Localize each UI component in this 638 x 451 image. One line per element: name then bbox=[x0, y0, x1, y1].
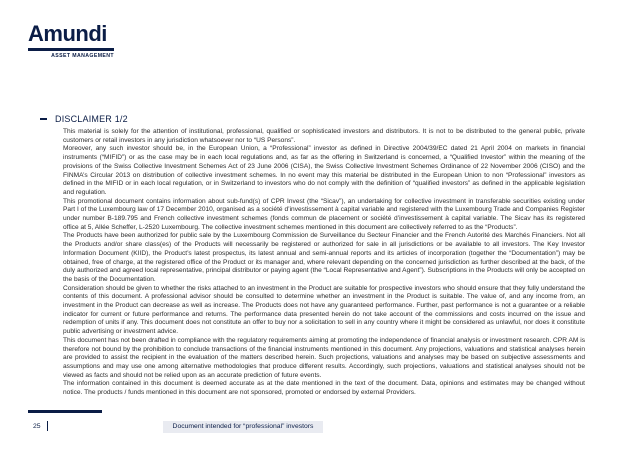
page-title: DISCLAIMER 1/2 bbox=[55, 114, 128, 124]
section-header bbox=[40, 114, 128, 124]
page-number: 25 bbox=[33, 422, 41, 430]
paragraph: Consideration should be given to whether the risks attached to an investment in the Product are suitable for prospective investors who should ensure that they fully understand the contents of this document. A professional advisor should be consulted to determine whether an investment in the Product is suitable. The value of, and any income from, an investment in the Product can decrease as well as increase. The Products does not have any guaranteed performance. Further, past performance is not a guarantee or a reliable indicator for current or future performance and returns. The performance data presented herein do not take account of the commissions and costs incurred on the issue and redemption of units if any. This document does not constitute an offer to buy nor a solicitation to sell in any country where it might be considered as unlawful, nor does it constitute public advertising or investment advice. bbox=[63, 284, 585, 336]
paragraph: The Products have been authorized for public sale by the Luxembourg Commission de Surveillance du Secteur Financier and the French Autorité des Marchés Financiers. Not all the Products and/or share class(es) of the Products will necessarily be registered or authorized for sale in all jurisdictions or be available to all investors. The Key Investor Information Document (KIID), the Product’s latest prospectus, its latest annual and semi-annual reports and its articles of incorporation (together the “Documentation”) may be obtained, free of charge, at the registered office of the Product or its manager and, where relevant depending on the concerned jurisdiction as further described at the back, of the duly authorized and agreed local representative, principal distributor or paying agent (the “Local Representative and Agent”). Subscriptions in the Products will only be accepted on the basis of the Documentation. bbox=[63, 232, 585, 283]
paragraph: This promotional document contains information about sub-fund(s) of CPR Invest (the “Sicav”), an undertaking for collective investment in transferable securities existing under Part I of the Luxembourg law of 17 December 2010, organised as a société d’investissement à capital variable and registered with the Luxembourg Trade and Companies Register under number B-189.795 and French collective investment schemes (fonds commun de placement or société d’investissement à capital variable. The Sicav has its registered office at 5, Allée Scheffer, L-2520 Luxembourg. The collective investment schemes mentioned in this document are collectively referred to as the “Products”. bbox=[63, 197, 585, 231]
paragraph: This material is solely for the attention of institutional, professional, qualified or sophisticated investors and distributors. It is not to be distributed to the general public, private customers or retail investors in any jurisdiction whatsoever nor to “US Persons”. bbox=[63, 128, 585, 144]
paragraph: The information contained in this document is deemed accurate as at the date mentioned in the text of the document. Data, opinions and estimates may be changed without notice. The products / funds mentioned in this document are not sponsored, promoted or endorsed by external Providers. bbox=[63, 380, 585, 397]
footer bbox=[33, 421, 56, 431]
paragraph: This document has not been drafted in compliance with the regulatory requirements aiming at promoting the independence of financial analysis or investment research. CPR AM is therefore not bound by the prohibition to conclude transactions of the financial instruments mentioned in this document. Any projections, valuations and statistical analyses herein are provided to assist the recipient in the evaluation of the matters described herein. Such projections, valuations and analyses may be based on subjective assessments and assumptions and may use one among alternative methodologies that produce different results. Accordingly, such projections, valuations and statistical analyses should not be viewed as facts and should not be relied upon as an accurate prediction of future events. bbox=[63, 336, 585, 379]
logo-underline bbox=[28, 48, 114, 51]
logo-subtitle: ASSET MANAGEMENT bbox=[51, 53, 114, 59]
amundi-logo bbox=[28, 23, 114, 59]
title-dash bbox=[40, 118, 47, 120]
footer-rule bbox=[28, 410, 102, 413]
paragraph: Moreover, any such investor should be, in the European Union, a “Professional” investor as defined in Directive 2004/39/EC dated 21 April 2004 on markets in financial instruments (“MIFID”) or as the case may be in each local regulations and, as far as the offering in Switzerland is concerned, a “Qualified Investor” within the meaning of the provisions of the Swiss Collective Investment Schemes Act of 23 June 2006 (CISA), the Swiss Collective Investment Schemes Ordinance of 22 November 2006 (CISO) and the FINMA’s Circular 2013 on distribution of collective investment schemes. In no event may this material be distributed in the European Union to non “Professional” investors as defined in the MIFID or in each local regulation, or in Switzerland to investors who do not comply with the definition of “qualified investors” as defined in the applicable legislation and regulation. bbox=[63, 145, 585, 196]
disclaimer-body bbox=[63, 128, 585, 398]
audience-notice: Document intended for “professional” investors bbox=[163, 421, 323, 433]
page-separator bbox=[47, 421, 48, 431]
logo-wordmark: Amundi bbox=[28, 21, 107, 46]
